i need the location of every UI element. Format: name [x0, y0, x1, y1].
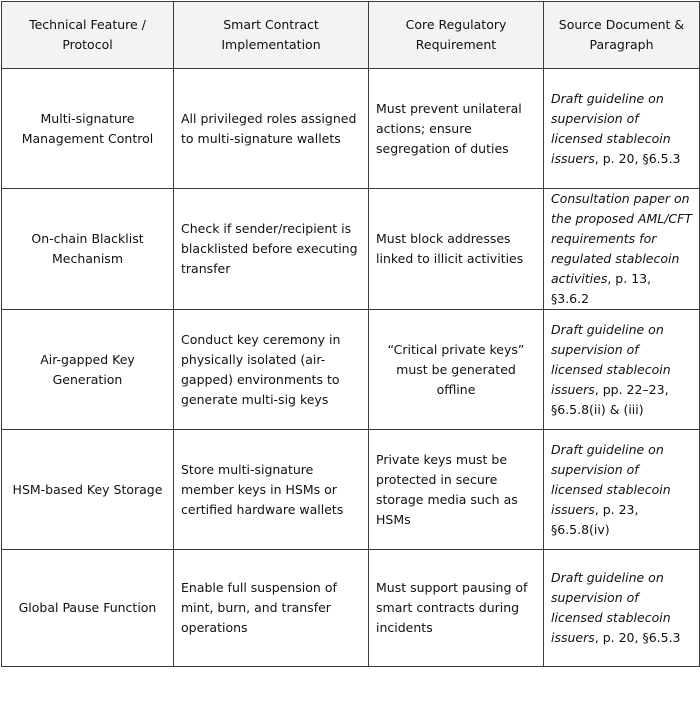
feature-cell: Air-gapped Key Generation [2, 310, 174, 430]
source-cell [544, 189, 700, 310]
table-row [2, 189, 700, 310]
source-document-title: Draft guideline on supervision of licensed stablecoin issuers [551, 570, 671, 645]
source-reference: , pp. 22–23, §6.5.8(ii) & (iii) [551, 381, 669, 417]
table-row [2, 550, 700, 667]
source-cell [544, 550, 700, 667]
source-reference: , p. 13, §3.6.2 [551, 271, 652, 306]
source-reference: , p. 20, §6.5.3 [594, 150, 681, 166]
header-core-regulatory-requirement: Core Regulatory Requirement [369, 2, 544, 69]
source-reference: , p. 20, §6.5.3 [594, 630, 681, 645]
source-document-title: Draft guideline on supervision of licensed stablecoin issuers [551, 441, 671, 517]
requirement-cell: Must support pausing of smart contracts during incidents [369, 550, 544, 667]
implementation-cell: Check if sender/recipient is blacklisted before executing transfer [174, 189, 369, 310]
source-cell [544, 69, 700, 189]
table-row [2, 430, 700, 550]
requirement-cell: Must prevent unilateral actions; ensure segregation of duties [369, 69, 544, 189]
feature-cell: On-chain Blacklist Mechanism [2, 189, 174, 310]
source-document-title: Draft guideline on supervision of licensed stablecoin issuers [551, 90, 671, 166]
requirement-cell: Must block addresses linked to illicit activities [369, 189, 544, 310]
table-row [2, 69, 700, 189]
implementation-cell: Store multi-signature member keys in HSMs or certified hardware wallets [174, 430, 369, 550]
header-technical-feature: Technical Feature / Protocol [2, 2, 174, 69]
feature-cell: Multi-signature Management Control [2, 69, 174, 189]
regulatory-mapping-table [1, 1, 700, 667]
implementation-cell: All privileged roles assigned to multi-signature wallets [174, 69, 369, 189]
header-source-document: Source Document & Paragraph [544, 2, 700, 69]
source-cell [544, 430, 700, 550]
feature-cell: HSM-based Key Storage [2, 430, 174, 550]
header-smart-contract-implementation: Smart Contract Implementation [174, 2, 369, 69]
source-cell [544, 310, 700, 430]
source-document-title: Draft guideline on supervision of licensed stablecoin issuers [551, 321, 671, 397]
source-document-title: Consultation paper on the proposed AML/CFT requirements for regulated stablecoin activities [551, 191, 692, 286]
feature-cell: Global Pause Function [2, 550, 174, 667]
requirement-cell: Private keys must be protected in secure storage media such as HSMs [369, 430, 544, 550]
implementation-cell: Enable full suspension of mint, burn, and transfer operations [174, 550, 369, 667]
table-row [2, 310, 700, 430]
header-row [2, 2, 700, 69]
implementation-cell: Conduct key ceremony in physically isolated (air-gapped) environments to generate multi-sig keys [174, 310, 369, 430]
source-reference: , p. 23, §6.5.8(iv) [551, 501, 639, 537]
requirement-cell: “Critical private keys” must be generated offline [369, 310, 544, 430]
